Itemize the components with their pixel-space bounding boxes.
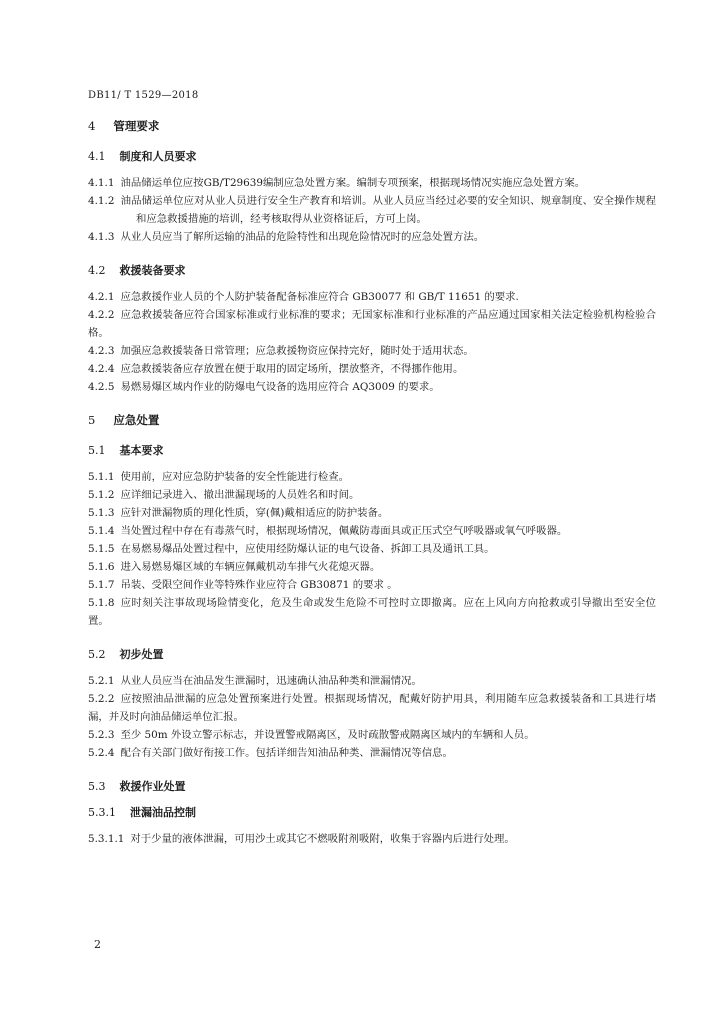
clause-text: 吊装、受限空间作业等特殊作业应符合 GB30871 的要求 。 — [120, 579, 398, 591]
clause-text: 加强应急救援装备日常管理；应急救援物资应保持完好，随时处于适用状态。 — [120, 345, 474, 357]
clause-number: 5.2.1 — [88, 675, 115, 687]
heading-title: 制度和人员要求 — [119, 150, 197, 163]
heading-number: 5.2 — [88, 648, 106, 661]
subsection-heading — [88, 262, 656, 278]
subsection-heading — [88, 778, 656, 794]
clause-number: 5.1.2 — [88, 489, 115, 501]
subsection-heading — [88, 148, 656, 164]
heading-number: 5.3.1 — [88, 806, 116, 819]
heading-title: 初步处置 — [119, 648, 164, 661]
clause-paragraph — [88, 522, 656, 540]
clause-text: 至少 50m 外设立警示标志，并设置警戒隔离区，及时疏散警戒隔离区域内的车辆和人员。 — [120, 729, 535, 741]
spacer — [88, 762, 656, 770]
clause-number: 4.2.1 — [88, 291, 115, 303]
clause-number: 5.2.4 — [88, 747, 115, 759]
clause-number: 4.2.4 — [88, 363, 115, 375]
clause-text: 应急救援作业人员的个人防护装备配备标准应符合 GB30077 和 GB/T 11651 的要求. — [120, 291, 519, 303]
clause-number: 5.1.8 — [88, 597, 115, 609]
clause-text: 从业人员应当了解所运输的油品的危险特性和出现危险情况时的应急处置方法。 — [120, 231, 485, 243]
subsection-heading — [88, 442, 656, 458]
heading-title: 救援作业处置 — [119, 780, 186, 793]
heading-number: 5 — [88, 413, 96, 427]
document-header: DB11/ T 1529—2018 — [88, 90, 199, 101]
heading-title: 基本要求 — [119, 444, 164, 457]
clause-paragraph — [88, 468, 656, 486]
clause-text: 应急救援装备应存放置在便于取用的固定场所，摆放整齐，不得挪作他用。 — [120, 363, 464, 375]
page-number: 2 — [94, 938, 101, 951]
clause-number: 5.1.5 — [88, 543, 115, 555]
clause-number: 5.1.3 — [88, 507, 115, 519]
clause-number: 4.2.5 — [88, 381, 115, 393]
clause-number: 5.2.2 — [88, 693, 115, 705]
clause-text: 油品储运单位应对从业人员进行安全生产教育和培训。从业人员应当经过必要的安全知识、规章制度、安全操作规程和应急救援措施的培训，经考核取得从业资格证后，方可上岗。 — [120, 195, 656, 225]
clause-text: 当处置过程中存在有毒蒸气时，根据现场情况，佩戴防毒面具或正压式空气呼吸器或氧气呼吸器。 — [120, 525, 568, 537]
clause-text: 应详细记录进入、撤出泄漏现场的人员姓名和时间。 — [120, 489, 360, 501]
clause-paragraph — [88, 192, 656, 228]
clause-paragraph — [88, 830, 656, 848]
clause-paragraph — [88, 576, 656, 594]
clause-number: 4.1.1 — [88, 177, 115, 189]
clause-text: 在易燃易爆品处置过程中，应使用经防爆认证的电气设备、拆卸工具及通讯工具。 — [120, 543, 495, 555]
subsection-heading — [88, 646, 656, 662]
clause-number: 4.2.3 — [88, 345, 115, 357]
spacer — [88, 630, 656, 638]
clause-text: 应针对泄漏物质的理化性质，穿(佩)戴相适应的防护装备。 — [120, 507, 389, 519]
section-heading — [88, 118, 656, 134]
clause-text: 进入易燃易爆区域的车辆应佩戴机动车排气火花熄灭器。 — [120, 561, 381, 573]
clause-paragraph — [88, 504, 656, 522]
clause-paragraph — [88, 342, 656, 360]
clause-text: 应按照油品泄漏的应急处置预案进行处置。根据现场情况，配戴好防护用具，利用随车应急救援装备和工具进行堵漏，并及时向油品储运单位汇报。 — [88, 693, 656, 723]
clause-paragraph — [88, 486, 656, 504]
heading-number: 4.1 — [88, 150, 106, 163]
clause-number: 4.1.2 — [88, 195, 115, 207]
heading-title: 应急处置 — [113, 413, 160, 427]
heading-number: 4 — [88, 119, 96, 133]
heading-title: 管理要求 — [113, 119, 160, 133]
heading-number: 5.1 — [88, 444, 106, 457]
spacer — [88, 246, 656, 254]
clause-paragraph — [88, 378, 656, 396]
clause-text: 对于少量的液体泄漏，可用沙土或其它不燃吸附剂吸附，收集于容器内后进行处理。 — [130, 833, 515, 845]
clause-paragraph — [88, 558, 656, 576]
clause-paragraph — [88, 288, 656, 306]
clause-text: 油品储运单位应按GB/T29639编制应急处置方案。编制专项预案，根据现场情况实施应急处置方案。 — [120, 177, 586, 189]
clause-number: 4.1.3 — [88, 231, 115, 243]
clause-paragraph — [88, 306, 656, 342]
clause-number: 4.2.2 — [88, 309, 115, 321]
clause-text: 从业人员应当在油品发生泄漏时，迅速确认油品种类和泄漏情况。 — [120, 675, 422, 687]
document-body — [88, 116, 656, 848]
clause-number: 5.3.1.1 — [88, 833, 125, 845]
clause-text: 配合有关部门做好衔接工作。包括详细告知油品种类、泄漏情况等信息。 — [120, 747, 453, 759]
subsubsection-heading — [88, 804, 656, 820]
heading-number: 5.3 — [88, 780, 106, 793]
clause-number: 5.1.1 — [88, 471, 115, 483]
clause-text: 应时刻关注事故现场险情变化，危及生命或发生危险不可控时立即撤离。应在上风向方向抢救或引导撤出至安全位置。 — [88, 597, 656, 627]
clause-text: 使用前，应对应急防护装备的安全性能进行检查。 — [120, 471, 350, 483]
clause-paragraph — [88, 672, 656, 690]
clause-text: 易燃易爆区域内作业的防爆电气设备的选用应符合 AQ3009 的要求。 — [120, 381, 440, 393]
clause-number: 5.1.7 — [88, 579, 115, 591]
clause-number: 5.1.6 — [88, 561, 115, 573]
clause-paragraph — [88, 744, 656, 762]
spacer — [88, 396, 656, 410]
clause-paragraph — [88, 360, 656, 378]
clause-number: 5.1.4 — [88, 525, 115, 537]
heading-title: 救援装备要求 — [119, 264, 186, 277]
clause-number: 5.2.3 — [88, 729, 115, 741]
clause-paragraph — [88, 594, 656, 630]
heading-title: 泄漏油品控制 — [130, 806, 196, 819]
clause-paragraph — [88, 690, 656, 726]
clause-paragraph — [88, 174, 656, 192]
clause-paragraph — [88, 726, 656, 744]
clause-paragraph — [88, 228, 656, 246]
clause-paragraph — [88, 540, 656, 558]
clause-text: 应急救援装备应符合国家标准或行业标准的要求；无国家标准和行业标准的产品应通过国家相关法定检验机构检验合格。 — [88, 309, 656, 339]
section-heading — [88, 412, 656, 428]
heading-number: 4.2 — [88, 264, 106, 277]
